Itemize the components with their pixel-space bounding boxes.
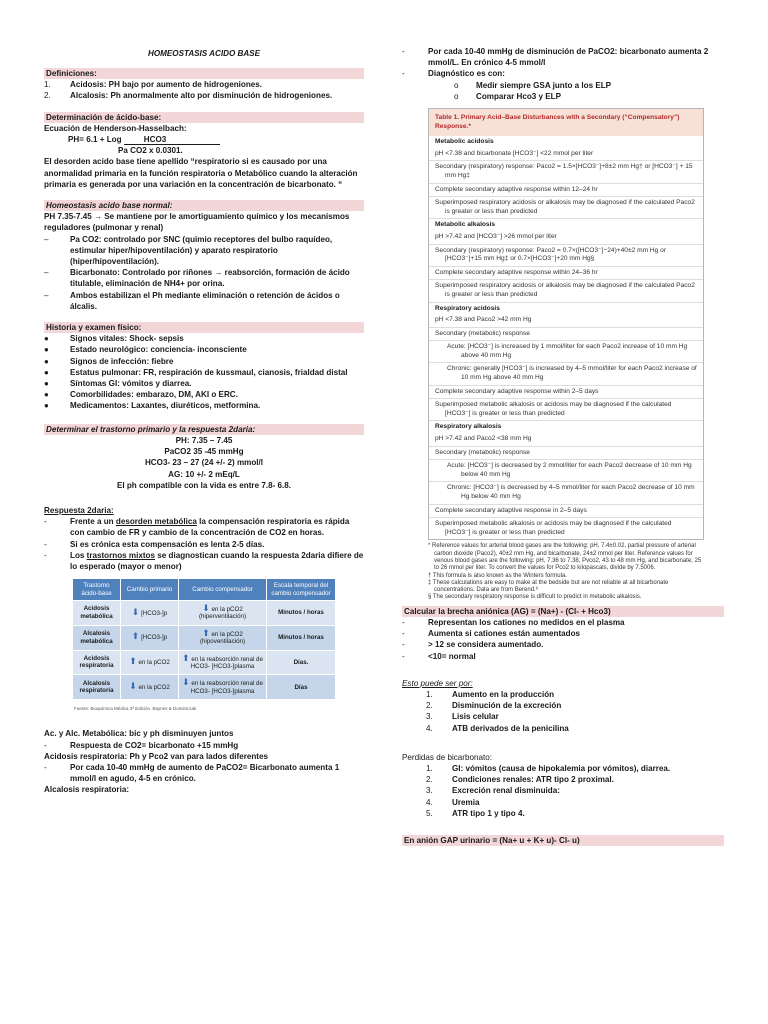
figure-row: Secondary (metabolic) response bbox=[429, 447, 703, 461]
list-item: – Bicarbonato: Controlado por riñones → reabsorción, formación de ácido titulable, eliminación de NH4+ por orina. bbox=[44, 267, 364, 289]
section-header-trastorno: Determinar el trastorno primario y la respuesta 2daria: bbox=[44, 424, 364, 435]
table-cell: ⬆ en la pCO2 bbox=[121, 650, 179, 675]
item-text: Aumento en la producción bbox=[452, 689, 555, 699]
figure-row: Chronic: generally [HCO3⁻] is increased by 4–5 mmol/liter for each Paco2 increase of 10 mm Hg above 40 mm Hg bbox=[429, 363, 703, 385]
list-item: ● Síntomas GI: vómitos y diarrea. bbox=[44, 379, 192, 389]
table-header: Trastorno ácido-base bbox=[73, 579, 121, 601]
list-item: ● Signos vitales: Shock- sepsis bbox=[44, 334, 184, 344]
item-text: Medicamentos: Laxantes, diuréticos, metformina. bbox=[70, 401, 261, 411]
list-item: ● Comorbilidades: embarazo, DM, AKI o ERC. bbox=[44, 390, 238, 400]
figure-caption: Table 1. Primary Acid–Base Disturbances with a Secondary (“Compensatory”) Response.* bbox=[429, 109, 703, 136]
normal-value: PH: 7.35 – 7.45 bbox=[175, 435, 233, 445]
figure-footnotes bbox=[428, 543, 706, 601]
table-cell: Alcalosis metabólica bbox=[73, 625, 121, 650]
list-item: - Aumenta si cationes están aumentados bbox=[402, 629, 581, 639]
list-item: - Diagnóstico es con: bbox=[402, 69, 505, 79]
figure-row: Secondary (respiratory) response: Paco2 = 1.5×[HCO3⁻]+8±2 mm Hg† or [HCO3⁻] + 15 mm Hg‡ bbox=[429, 161, 703, 183]
list-item: 2. Disminución de la excreción bbox=[426, 701, 562, 711]
figure-row: Secondary (metabolic) response bbox=[429, 328, 703, 342]
figure-row: Secondary (respiratory) response: Paco2 = 0.7×([HCO3⁻]−24)+40±2 mm Hg or [HCO3⁻]+15 mm Hg‡ or 0.7×[HCO3⁻]+20 mm Hg§ bbox=[429, 245, 703, 267]
figure-row: Superimposed respiratory acidosis or alkalosis may be diagnosed if the calculated Paco2 is greater or less than predicted bbox=[429, 280, 703, 302]
item-text: Medir siempre GSA junto a los ELP bbox=[476, 80, 612, 90]
footnote: * Reference values for arterial blood gases are the following: pH, 7.4±0.02, partial pressure of arterial carbon dioxide (Paco2), 40±2 mm Hg, and bicarbonate, 24±2 mmol per liter. Reference values for venous blood gases are the following: pH, 7.36 to 7.38, Pvco2, 43 to 48 mm Hg, and bicarbonate, 25 to 26 mmol per liter. To convert the values for Pco2 to kilopascals, divide by 7.5006. bbox=[428, 543, 702, 572]
figure-section-title: Metabolic alkalosis bbox=[435, 221, 496, 229]
arrow-up-icon: ⬆ bbox=[129, 656, 137, 667]
ac-alc-metabolica: Ac. y Alc. Metabólica: bic y ph disminuyen juntos bbox=[44, 729, 234, 739]
figure-row: Chronic: [HCO3⁻] is decreased by 4–5 mmol/liter for each Paco2 decrease of 10 mm Hg below 40 mm Hg bbox=[429, 482, 703, 504]
list-item bbox=[44, 90, 364, 101]
arrow-down-icon: ⬇ bbox=[202, 602, 210, 613]
figure-row: pH >7.42 and Paco2 <38 mm Hg bbox=[429, 433, 703, 447]
section-header-brecha-anionica: Calcular la brecha aniónica (AG) = (Na+) - (Cl- + Hco3) bbox=[402, 606, 724, 617]
figure-row: Superimposed metabolic alkalosis or acidosis may be diagnosed if the calculated [HCO3⁻] is greater or less than predicted bbox=[429, 399, 703, 421]
table-cell: ⬇ [HCO3-]p bbox=[121, 600, 179, 625]
item-text: Comorbilidades: embarazo, DM, AKI o ERC. bbox=[70, 390, 238, 400]
figure-row: pH <7.38 and Paco2 >42 mm Hg bbox=[429, 314, 703, 328]
item-text: Ambos estabilizan el Ph mediante eliminación o retención de ácidos o álcalis. bbox=[70, 290, 340, 311]
page-title: HOMEOSTASIS ACIDO BASE bbox=[148, 49, 260, 58]
section-header-anion-gap-urinario: En anión GAP urinario = (Na+ u + K+ u)- Cl- u) bbox=[402, 835, 724, 846]
figure-section-title: Metabolic acidosis bbox=[435, 138, 494, 146]
list-item: ● Estado neurológico: conciencia- inconsciente bbox=[44, 345, 247, 355]
hh-paragraph: El desorden acido base tiene apellido “respiratorio si es causado por una anormalidad primaria en la función respiratoria o Metabólico cuando la alteración primaria es generada por una variación en la concentración de bicarbonato. “ bbox=[44, 157, 358, 189]
item-text: Uremia bbox=[452, 797, 480, 807]
compensation-table bbox=[72, 578, 336, 700]
footnote: ‡ These calculations are easy to make at the bedside but are not reliable at all bicarbonate concentrations. Data are from Berend.⁶ bbox=[428, 579, 669, 594]
arrow-up-icon: ⬆ bbox=[182, 652, 190, 663]
figure-row: Complete secondary adaptive response within 24–36 hr bbox=[429, 267, 703, 281]
item-text: Por cada 10-40 mmHg de disminución de PaCO2: bicarbonato aumenta 2 mmol/L. En crónico 4-5 mmol/l bbox=[428, 47, 709, 68]
list-item: ● Medicamentos: Laxantes, diuréticos, metformina. bbox=[44, 401, 261, 411]
normal-value: AG: 10 +/- 2 mEq/L bbox=[168, 469, 240, 479]
item-text: Condiciones renales: ATR tipo 2 proximal. bbox=[452, 775, 614, 785]
compatible-range: El ph compatible con la vida es entre 7.8- 6.8. bbox=[116, 480, 292, 490]
arrow-up-icon: ⬆ bbox=[202, 627, 210, 638]
item-text: Los trastornos mixtos se diagnostican cuando la respuesta 2daria difiere de lo esperado (mayor o menor) bbox=[70, 550, 364, 571]
table-cell: Acidosis respiratoria bbox=[73, 650, 121, 675]
figure-row: Acute: [HCO3⁻] is decreased by 2 mmol/liter for each Paco2 decrease of 10 mm Hg below 40 mm Hg bbox=[429, 460, 703, 482]
list-item: – Ambos estabilizan el Ph mediante eliminación o retención de ácidos o álcalis. bbox=[44, 290, 364, 312]
section-header-respuesta: Respuesta 2daria: bbox=[44, 505, 114, 515]
alcalosis-respiratoria: Alcalosis respiratoria: bbox=[44, 785, 130, 795]
item-text: Acidosis: PH bajo por aumento de hidrogeniones. bbox=[70, 80, 263, 90]
table-row bbox=[73, 600, 336, 625]
normal-value: PaCO2 35 -45 mmHg bbox=[164, 447, 244, 457]
item-number: 2. bbox=[44, 91, 51, 101]
list-item: - Por cada 10-40 mmHg de aumento de PaCO2= Bicarbonato aumenta 1 mmol/l en agudo, 4-5 en crónico. bbox=[44, 762, 364, 784]
table-cell: ⬆ en la reabsorción renal de HCO3- [HCO3-]plasma bbox=[179, 650, 267, 675]
causes-label: Esto puede ser por: bbox=[402, 678, 473, 688]
item-text: Alcalosis: Ph anormalmente alto por disminución de hidrogeniones. bbox=[70, 91, 333, 101]
section-header-historia: Historia y examen físico: bbox=[44, 322, 364, 333]
list-item: 3. Excreción renal disminuida: bbox=[426, 786, 560, 796]
item-text: Signos de infección: fiebre bbox=[70, 356, 174, 366]
list-item: o Medir siempre GSA junto a los ELP bbox=[454, 80, 612, 90]
list-item: - Frente a un desorden metabólica la compensación respiratoria es rápida con cambio de FR y cambio de la concentración de CO2 en horas. bbox=[44, 516, 364, 538]
item-text: Si es crónica esta compensación es lenta 2-5 días. bbox=[70, 539, 265, 549]
section-header-definiciones: Definiciones: bbox=[44, 68, 364, 79]
item-text: Representan los cationes no medidos en el plasma bbox=[428, 617, 625, 627]
hh-numerator: HCO3 bbox=[124, 135, 220, 145]
list-item: - Si es crónica esta compensación es lenta 2-5 días. bbox=[44, 539, 265, 549]
normal-value: HCO3- 23 – 27 (24 +/- 2) mmol/l bbox=[144, 458, 264, 468]
table-cell: ⬆ [HCO3-]p bbox=[121, 625, 179, 650]
list-item: 1. Aumento en la producción bbox=[426, 689, 555, 699]
footnote: § The secondary respiratory response is difficult to predict in metabolic alkalosis. bbox=[428, 594, 642, 601]
table-header: Cambio primario bbox=[121, 579, 179, 601]
item-text: Aumenta si cationes están aumentados bbox=[428, 629, 581, 639]
table-cell: Minutos / horas bbox=[267, 625, 336, 650]
table-row bbox=[73, 650, 336, 675]
item-text: Bicarbonato: Controlado por riñones → reabsorción, formación de ácido titulable, eliminación de NH4+ por orina. bbox=[70, 268, 350, 289]
item-text: > 12 se considera aumentado. bbox=[428, 640, 544, 650]
figure-row: Acute: [HCO3⁻] is increased by 1 mmol/liter for each Paco2 increase of 10 mm Hg above 40 mm Hg bbox=[429, 341, 703, 363]
item-text: Diagnóstico es con: bbox=[428, 69, 505, 79]
figure-row: Complete secondary adaptive response within 12–24 hr bbox=[429, 184, 703, 198]
item-text: ATR tipo 1 y tipo 4. bbox=[452, 808, 525, 818]
item-text: Respuesta de CO2= bicarbonato +15 mmHg bbox=[70, 740, 239, 750]
item-text: Disminución de la excreción bbox=[452, 701, 562, 711]
figure-row: Superimposed respiratory acidosis or alkalosis may be diagnosed if the calculated Paco2 is greater or less than predicted bbox=[429, 197, 703, 219]
arrow-up-icon: ⬆ bbox=[131, 631, 140, 642]
footnote: † This formula is also known as the Winters formula. bbox=[428, 572, 567, 579]
list-item: ● Estatus pulmonar: FR, respiración de kussmaul, cianosis, frialdad distal bbox=[44, 367, 348, 377]
list-item: - Respuesta de CO2= bicarbonato +15 mmHg bbox=[44, 740, 239, 750]
arrow-down-icon: ⬇ bbox=[131, 606, 140, 617]
list-item: - <10= normal bbox=[402, 651, 476, 661]
arrow-down-icon: ⬇ bbox=[182, 677, 190, 688]
list-item: 4. ATB derivados de la penicilina bbox=[426, 723, 569, 733]
list-item: – Pa CO2: controlado por SNC (quimio receptores del bulbo raquídeo, estimular hiper/hipoventilación) y aparato respiratorio (hiper/hipoventilación). bbox=[44, 234, 364, 268]
item-text: Comparar Hco3 y ELP bbox=[476, 91, 562, 101]
item-text: Estatus pulmonar: FR, respiración de kussmaul, cianosis, frialdad distal bbox=[70, 367, 348, 377]
right-column bbox=[402, 0, 724, 846]
item-text: Signos vitales: Shock- sepsis bbox=[70, 334, 184, 344]
table-row bbox=[73, 625, 336, 650]
table-row bbox=[73, 675, 336, 700]
acid-base-reference-table bbox=[428, 108, 704, 540]
figure-row: Complete secondary adaptive response within 2–5 days bbox=[429, 386, 703, 400]
table-cell: Días. bbox=[267, 650, 336, 675]
table-cell: Días bbox=[267, 675, 336, 700]
hh-denominator: Pa CO2 x 0.0301. bbox=[118, 146, 183, 156]
hh-formula bbox=[44, 134, 364, 145]
list-item bbox=[44, 79, 364, 90]
figure-row: Superimposed metabolic alkalosis or acidosis may be diagnosed if the calculated [HCO3⁻] is greater or less than predicted bbox=[435, 520, 672, 536]
acidosis-respiratoria: Acidosis respiratoria: Ph y Pco2 van para lados diferentes bbox=[44, 751, 269, 761]
list-item: - Representan los cationes no medidos en el plasma bbox=[402, 617, 625, 627]
list-item: - > 12 se considera aumentado. bbox=[402, 640, 544, 650]
arrow-down-icon: ⬇ bbox=[129, 681, 137, 692]
list-item: 1. GI: vómitos (causa de hipokalemia por vómitos), diarrea. bbox=[426, 764, 671, 773]
item-text: <10= normal bbox=[428, 651, 476, 661]
item-text: Por cada 10-40 mmHg de aumento de PaCO2= Bicarbonato aumenta 1 mmol/l en agudo, 4-5 en crónico. bbox=[70, 763, 340, 784]
list-item: 3. Lisis celular bbox=[426, 712, 499, 722]
hh-label: Ecuación de Henderson-Hasselbach: bbox=[44, 123, 187, 133]
item-text: Pa CO2: controlado por SNC (quimio receptores del bulbo raquídeo, estimular hiper/hipoventilación) y aparato respiratorio (hiper/hipoventilación). bbox=[70, 234, 333, 267]
list-item: - Por cada 10-40 mmHg de disminución de PaCO2: bicarbonato aumenta 2 mmol/L. En crónico 4-5 mmol/l bbox=[402, 46, 724, 68]
item-text: Frente a un desorden metabólica la compensación respiratoria es rápida con cambio de FR y cambio de la concentración de CO2 en horas. bbox=[70, 517, 350, 538]
table-cell: Minutos / horas bbox=[267, 600, 336, 625]
figure-row: pH >7.42 and [HCO3⁻] >26 mmol per liter bbox=[429, 231, 703, 245]
list-item: o Comparar Hco3 y ELP bbox=[454, 91, 562, 101]
item-number: 1. bbox=[44, 80, 51, 90]
table-cell: ⬇ en la pCO2 (hiperventilación) bbox=[179, 600, 267, 625]
item-text: Síntomas GI: vómitos y diarrea. bbox=[70, 379, 192, 389]
table-cell: Acidosis metabólica bbox=[73, 600, 121, 625]
item-text: Lisis celular bbox=[452, 712, 499, 722]
figure-row: pH <7.38 and bicarbonate [HCO3⁻] <22 mmol per liter bbox=[429, 148, 703, 162]
table-cell: ⬇ en la pCO2 bbox=[121, 675, 179, 700]
item-text: Excreción renal disminuida: bbox=[452, 786, 560, 796]
list-item: ● Signos de infección: fiebre bbox=[44, 356, 174, 366]
table-cell: ⬇ en la reabsorción renal de HCO3- [HCO3-]plasma bbox=[179, 675, 267, 700]
figure-section-title: Respiratory acidosis bbox=[435, 304, 500, 312]
table-cell: ⬆ en la pCO2 (hipoventilación) bbox=[179, 625, 267, 650]
list-item: - Los trastornos mixtos se diagnostican cuando la respuesta 2daria difiere de lo esperado (mayor o menor) bbox=[44, 550, 364, 571]
table-header: Escala temporal del cambio compensador bbox=[267, 579, 336, 601]
table-source: Fuente: Bioquímica Médica 3ª Edición. Baynes & Dominiczak bbox=[74, 706, 197, 712]
list-item: 2. Condiciones renales: ATR tipo 2 proximal. bbox=[426, 775, 614, 785]
table-header: Cambio compensador bbox=[179, 579, 267, 601]
item-text: Estado neurológico: conciencia- inconsciente bbox=[70, 345, 247, 355]
item-text: ATB derivados de la penicilina bbox=[452, 723, 569, 733]
section-header-determinacion: Determinación de ácido-base: bbox=[44, 112, 364, 123]
item-text: GI: vómitos (causa de hipokalemia por vómitos), diarrea. bbox=[452, 764, 671, 773]
table-cell: Alcalosis respiratoria bbox=[73, 675, 121, 700]
homeostasis-intro: PH 7.35-7.45 → Se mantiene por le amortiguamiento químico y los mecanismos reguladores (pulmonar y renal) bbox=[44, 212, 350, 233]
list-item: 5. ATR tipo 1 y tipo 4. bbox=[426, 808, 525, 818]
figure-section-title: Respiratory alkalosis bbox=[435, 423, 502, 431]
figure-row: Complete secondary adaptive response in 2–5 days bbox=[429, 505, 703, 519]
left-column bbox=[44, 0, 364, 796]
section-header-homeostasis: Homeostasis acido base normal: bbox=[44, 200, 364, 211]
list-item: 4. Uremia bbox=[426, 797, 480, 807]
losses-label: Perdidas de bicarbonato: bbox=[402, 752, 492, 762]
hh-formula-prefix: PH= 6.1 + Log bbox=[68, 135, 122, 145]
